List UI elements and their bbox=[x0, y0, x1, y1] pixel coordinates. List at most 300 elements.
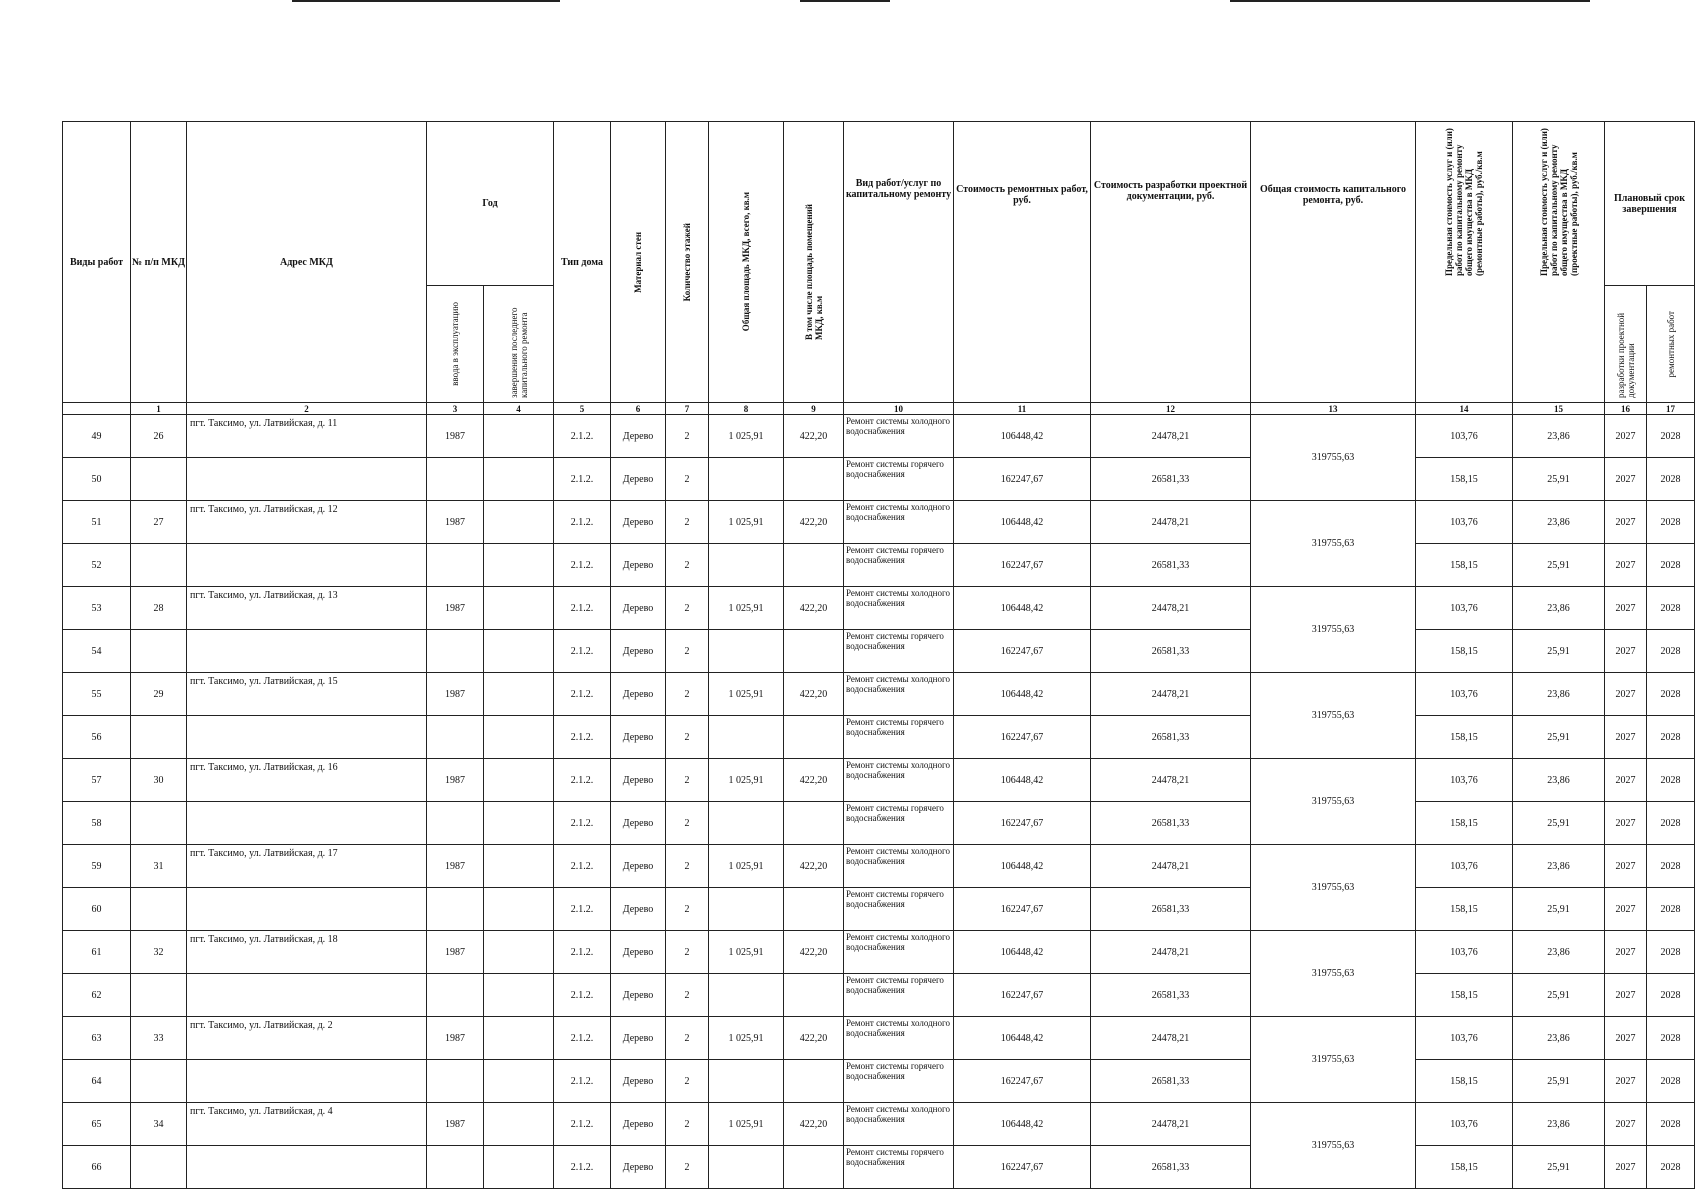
year-built: 1987 bbox=[427, 759, 484, 802]
work-type: Ремонт системы горячего водоснабжения bbox=[844, 716, 954, 759]
total-cost: 319755,63 bbox=[1251, 673, 1416, 759]
scan-edge-line bbox=[800, 0, 890, 2]
row-number: 53 bbox=[63, 587, 131, 630]
wall-material: Дерево bbox=[611, 673, 666, 716]
work-type: Ремонт системы холодного водоснабжения bbox=[844, 673, 954, 716]
term-project: 2027 bbox=[1605, 1146, 1647, 1189]
room-area bbox=[784, 630, 844, 673]
work-type: Ремонт системы горячего водоснабжения bbox=[844, 630, 954, 673]
repair-cost: 106448,42 bbox=[954, 1017, 1091, 1060]
floors: 2 bbox=[666, 888, 709, 931]
total-area bbox=[709, 458, 784, 501]
work-type: Ремонт системы горячего водоснабжения bbox=[844, 458, 954, 501]
row-number: 63 bbox=[63, 1017, 131, 1060]
repair-cost: 106448,42 bbox=[954, 673, 1091, 716]
column-number: 17 bbox=[1647, 403, 1695, 415]
project-cost: 24478,21 bbox=[1091, 1103, 1251, 1146]
header-row bbox=[63, 122, 1695, 286]
year-built bbox=[427, 1060, 484, 1103]
repair-cost: 106448,42 bbox=[954, 1103, 1091, 1146]
house-type: 2.1.2. bbox=[554, 673, 611, 716]
wall-material: Дерево bbox=[611, 888, 666, 931]
work-type: Ремонт системы холодного водоснабжения bbox=[844, 845, 954, 888]
house-type: 2.1.2. bbox=[554, 501, 611, 544]
mkd-number bbox=[131, 974, 187, 1017]
address bbox=[187, 716, 427, 759]
header-vid-rabot: Виды работ bbox=[63, 122, 131, 403]
table-row bbox=[63, 802, 1695, 845]
room-area bbox=[784, 974, 844, 1017]
row-number: 65 bbox=[63, 1103, 131, 1146]
row-number: 56 bbox=[63, 716, 131, 759]
year-last-repair bbox=[484, 630, 554, 673]
row-number: 52 bbox=[63, 544, 131, 587]
mkd-number: 32 bbox=[131, 931, 187, 974]
limit-repair: 103,76 bbox=[1416, 845, 1513, 888]
work-type: Ремонт системы холодного водоснабжения bbox=[844, 1103, 954, 1146]
year-built bbox=[427, 630, 484, 673]
term-project: 2027 bbox=[1605, 888, 1647, 931]
column-number: 11 bbox=[954, 403, 1091, 415]
row-number: 54 bbox=[63, 630, 131, 673]
work-type: Ремонт системы холодного водоснабжения bbox=[844, 759, 954, 802]
limit-project: 23,86 bbox=[1513, 1017, 1605, 1060]
column-number: 1 bbox=[131, 403, 187, 415]
total-area bbox=[709, 630, 784, 673]
limit-project: 23,86 bbox=[1513, 501, 1605, 544]
work-type: Ремонт системы холодного водоснабжения bbox=[844, 1017, 954, 1060]
project-cost: 26581,33 bbox=[1091, 1146, 1251, 1189]
scan-edge-line bbox=[292, 0, 560, 2]
work-type: Ремонт системы горячего водоснабжения bbox=[844, 1146, 954, 1189]
mkd-number: 34 bbox=[131, 1103, 187, 1146]
house-type: 2.1.2. bbox=[554, 587, 611, 630]
project-cost: 26581,33 bbox=[1091, 974, 1251, 1017]
address: пгт. Таксимо, ул. Латвийская, д. 4 bbox=[187, 1103, 427, 1146]
header-year: Год bbox=[427, 122, 554, 286]
wall-material: Дерево bbox=[611, 630, 666, 673]
total-area: 1 025,91 bbox=[709, 845, 784, 888]
year-last-repair bbox=[484, 1103, 554, 1146]
row-number: 51 bbox=[63, 501, 131, 544]
mkd-number: 26 bbox=[131, 415, 187, 458]
total-cost: 319755,63 bbox=[1251, 1017, 1416, 1103]
address: пгт. Таксимо, ул. Латвийская, д. 18 bbox=[187, 931, 427, 974]
total-cost: 319755,63 bbox=[1251, 931, 1416, 1017]
wall-material: Дерево bbox=[611, 716, 666, 759]
header-address: Адрес МКД bbox=[187, 122, 427, 403]
header-house-type: Тип дома bbox=[554, 122, 611, 403]
total-area bbox=[709, 1146, 784, 1189]
header-repair-cost: Стоимость ремонтных работ, руб. bbox=[954, 122, 1091, 403]
limit-project: 23,86 bbox=[1513, 759, 1605, 802]
total-cost: 319755,63 bbox=[1251, 845, 1416, 931]
limit-project: 25,91 bbox=[1513, 716, 1605, 759]
year-last-repair bbox=[484, 458, 554, 501]
mkd-number bbox=[131, 544, 187, 587]
total-area: 1 025,91 bbox=[709, 931, 784, 974]
row-number: 50 bbox=[63, 458, 131, 501]
header-total-area: Общая площадь МКД, всего, кв.м bbox=[709, 122, 784, 403]
limit-repair: 158,15 bbox=[1416, 1146, 1513, 1189]
floors: 2 bbox=[666, 931, 709, 974]
term-repair: 2028 bbox=[1647, 1017, 1695, 1060]
year-built: 1987 bbox=[427, 1017, 484, 1060]
year-built bbox=[427, 888, 484, 931]
address bbox=[187, 1146, 427, 1189]
limit-project: 25,91 bbox=[1513, 544, 1605, 587]
row-number: 60 bbox=[63, 888, 131, 931]
column-number: 8 bbox=[709, 403, 784, 415]
column-number-row bbox=[63, 403, 1695, 415]
column-number: 15 bbox=[1513, 403, 1605, 415]
total-area: 1 025,91 bbox=[709, 1103, 784, 1146]
year-last-repair bbox=[484, 888, 554, 931]
table-row bbox=[63, 458, 1695, 501]
subheader-commissioning: ввода в эксплуатацию bbox=[427, 286, 484, 403]
column-number: 14 bbox=[1416, 403, 1513, 415]
limit-repair: 103,76 bbox=[1416, 1017, 1513, 1060]
term-repair: 2028 bbox=[1647, 587, 1695, 630]
project-cost: 26581,33 bbox=[1091, 544, 1251, 587]
term-project: 2027 bbox=[1605, 673, 1647, 716]
work-type: Ремонт системы горячего водоснабжения bbox=[844, 974, 954, 1017]
column-number: 2 bbox=[187, 403, 427, 415]
floors: 2 bbox=[666, 1103, 709, 1146]
capital-repair-table bbox=[62, 121, 1695, 1189]
column-number: 13 bbox=[1251, 403, 1416, 415]
address: пгт. Таксимо, ул. Латвийская, д. 2 bbox=[187, 1017, 427, 1060]
mkd-number: 27 bbox=[131, 501, 187, 544]
term-project: 2027 bbox=[1605, 458, 1647, 501]
wall-material: Дерево bbox=[611, 501, 666, 544]
house-type: 2.1.2. bbox=[554, 630, 611, 673]
wall-material: Дерево bbox=[611, 802, 666, 845]
total-area: 1 025,91 bbox=[709, 415, 784, 458]
limit-repair: 158,15 bbox=[1416, 630, 1513, 673]
repair-cost: 106448,42 bbox=[954, 501, 1091, 544]
total-area: 1 025,91 bbox=[709, 759, 784, 802]
work-type: Ремонт системы холодного водоснабжения bbox=[844, 501, 954, 544]
project-cost: 26581,33 bbox=[1091, 888, 1251, 931]
limit-project: 23,86 bbox=[1513, 845, 1605, 888]
limit-project: 25,91 bbox=[1513, 888, 1605, 931]
project-cost: 24478,21 bbox=[1091, 673, 1251, 716]
term-project: 2027 bbox=[1605, 931, 1647, 974]
total-area: 1 025,91 bbox=[709, 587, 784, 630]
floors: 2 bbox=[666, 1017, 709, 1060]
table-row bbox=[63, 415, 1695, 458]
mkd-number: 31 bbox=[131, 845, 187, 888]
year-built: 1987 bbox=[427, 673, 484, 716]
total-area bbox=[709, 544, 784, 587]
term-repair: 2028 bbox=[1647, 673, 1695, 716]
limit-repair: 103,76 bbox=[1416, 931, 1513, 974]
wall-material: Дерево bbox=[611, 759, 666, 802]
column-number: 3 bbox=[427, 403, 484, 415]
year-last-repair bbox=[484, 1060, 554, 1103]
project-cost: 26581,33 bbox=[1091, 1060, 1251, 1103]
room-area bbox=[784, 1060, 844, 1103]
house-type: 2.1.2. bbox=[554, 759, 611, 802]
column-number: 9 bbox=[784, 403, 844, 415]
address bbox=[187, 888, 427, 931]
year-last-repair bbox=[484, 931, 554, 974]
project-cost: 24478,21 bbox=[1091, 415, 1251, 458]
room-area: 422,20 bbox=[784, 415, 844, 458]
mkd-number: 30 bbox=[131, 759, 187, 802]
total-cost: 319755,63 bbox=[1251, 415, 1416, 501]
term-project: 2027 bbox=[1605, 1060, 1647, 1103]
table-row bbox=[63, 501, 1695, 544]
work-type: Ремонт системы горячего водоснабжения bbox=[844, 544, 954, 587]
room-area: 422,20 bbox=[784, 587, 844, 630]
limit-project: 23,86 bbox=[1513, 415, 1605, 458]
address bbox=[187, 974, 427, 1017]
year-built: 1987 bbox=[427, 415, 484, 458]
column-number: 10 bbox=[844, 403, 954, 415]
mkd-number: 33 bbox=[131, 1017, 187, 1060]
work-type: Ремонт системы горячего водоснабжения bbox=[844, 888, 954, 931]
total-area bbox=[709, 888, 784, 931]
term-repair: 2028 bbox=[1647, 931, 1695, 974]
limit-project: 25,91 bbox=[1513, 974, 1605, 1017]
year-last-repair bbox=[484, 544, 554, 587]
term-repair: 2028 bbox=[1647, 1060, 1695, 1103]
house-type: 2.1.2. bbox=[554, 802, 611, 845]
term-project: 2027 bbox=[1605, 974, 1647, 1017]
total-area: 1 025,91 bbox=[709, 501, 784, 544]
limit-repair: 158,15 bbox=[1416, 974, 1513, 1017]
limit-project: 23,86 bbox=[1513, 673, 1605, 716]
header-total-cost: Общая стоимость капитального ремонта, руб. bbox=[1251, 122, 1416, 403]
term-repair: 2028 bbox=[1647, 415, 1695, 458]
floors: 2 bbox=[666, 673, 709, 716]
limit-project: 25,91 bbox=[1513, 1060, 1605, 1103]
project-cost: 24478,21 bbox=[1091, 501, 1251, 544]
term-project: 2027 bbox=[1605, 802, 1647, 845]
limit-project: 25,91 bbox=[1513, 1146, 1605, 1189]
work-type: Ремонт системы горячего водоснабжения bbox=[844, 1060, 954, 1103]
row-number: 59 bbox=[63, 845, 131, 888]
term-repair: 2028 bbox=[1647, 888, 1695, 931]
repair-cost: 162247,67 bbox=[954, 802, 1091, 845]
limit-project: 25,91 bbox=[1513, 630, 1605, 673]
subheader-last-repair: завершения последнего капитального ремонта bbox=[484, 286, 554, 403]
header-project-cost: Стоимость разработки проектной документации, руб. bbox=[1091, 122, 1251, 403]
table-row bbox=[63, 845, 1695, 888]
term-repair: 2028 bbox=[1647, 544, 1695, 587]
row-number: 61 bbox=[63, 931, 131, 974]
work-type: Ремонт системы холодного водоснабжения bbox=[844, 415, 954, 458]
floors: 2 bbox=[666, 587, 709, 630]
term-repair: 2028 bbox=[1647, 845, 1695, 888]
year-last-repair bbox=[484, 501, 554, 544]
term-project: 2027 bbox=[1605, 1017, 1647, 1060]
year-last-repair bbox=[484, 587, 554, 630]
table-row bbox=[63, 587, 1695, 630]
table-row bbox=[63, 544, 1695, 587]
repair-cost: 106448,42 bbox=[954, 415, 1091, 458]
work-type: Ремонт системы холодного водоснабжения bbox=[844, 931, 954, 974]
row-number: 57 bbox=[63, 759, 131, 802]
table-row bbox=[63, 673, 1695, 716]
address: пгт. Таксимо, ул. Латвийская, д. 12 bbox=[187, 501, 427, 544]
term-repair: 2028 bbox=[1647, 458, 1695, 501]
year-built: 1987 bbox=[427, 587, 484, 630]
repair-cost: 106448,42 bbox=[954, 759, 1091, 802]
room-area bbox=[784, 1146, 844, 1189]
wall-material: Дерево bbox=[611, 974, 666, 1017]
term-project: 2027 bbox=[1605, 759, 1647, 802]
repair-cost: 162247,67 bbox=[954, 544, 1091, 587]
total-area bbox=[709, 1060, 784, 1103]
subheader-repair-works: ремонтных работ bbox=[1647, 286, 1695, 403]
table-row bbox=[63, 1103, 1695, 1146]
year-last-repair bbox=[484, 974, 554, 1017]
column-number: 5 bbox=[554, 403, 611, 415]
project-cost: 24478,21 bbox=[1091, 759, 1251, 802]
wall-material: Дерево bbox=[611, 1017, 666, 1060]
year-built bbox=[427, 458, 484, 501]
term-repair: 2028 bbox=[1647, 759, 1695, 802]
term-project: 2027 bbox=[1605, 630, 1647, 673]
mkd-number bbox=[131, 802, 187, 845]
limit-project: 23,86 bbox=[1513, 1103, 1605, 1146]
row-number: 55 bbox=[63, 673, 131, 716]
limit-project: 25,91 bbox=[1513, 802, 1605, 845]
term-project: 2027 bbox=[1605, 415, 1647, 458]
row-number: 66 bbox=[63, 1146, 131, 1189]
header-nomer-mkd: № п/п МКД bbox=[131, 122, 187, 403]
table-row bbox=[63, 716, 1695, 759]
floors: 2 bbox=[666, 501, 709, 544]
table-row bbox=[63, 1060, 1695, 1103]
table-row bbox=[63, 759, 1695, 802]
floors: 2 bbox=[666, 802, 709, 845]
address: пгт. Таксимо, ул. Латвийская, д. 15 bbox=[187, 673, 427, 716]
total-area: 1 025,91 bbox=[709, 673, 784, 716]
year-built: 1987 bbox=[427, 501, 484, 544]
wall-material: Дерево bbox=[611, 1060, 666, 1103]
total-cost: 319755,63 bbox=[1251, 587, 1416, 673]
floors: 2 bbox=[666, 759, 709, 802]
floors: 2 bbox=[666, 415, 709, 458]
total-area: 1 025,91 bbox=[709, 1017, 784, 1060]
house-type: 2.1.2. bbox=[554, 974, 611, 1017]
wall-material: Дерево bbox=[611, 544, 666, 587]
house-type: 2.1.2. bbox=[554, 931, 611, 974]
work-type: Ремонт системы горячего водоснабжения bbox=[844, 802, 954, 845]
table-row bbox=[63, 630, 1695, 673]
term-project: 2027 bbox=[1605, 716, 1647, 759]
year-last-repair bbox=[484, 802, 554, 845]
header-floors: Количество этажей bbox=[666, 122, 709, 403]
year-last-repair bbox=[484, 673, 554, 716]
repair-cost: 106448,42 bbox=[954, 845, 1091, 888]
mkd-number bbox=[131, 1146, 187, 1189]
project-cost: 24478,21 bbox=[1091, 587, 1251, 630]
address: пгт. Таксимо, ул. Латвийская, д. 16 bbox=[187, 759, 427, 802]
wall-material: Дерево bbox=[611, 931, 666, 974]
limit-repair: 103,76 bbox=[1416, 501, 1513, 544]
year-built bbox=[427, 974, 484, 1017]
term-repair: 2028 bbox=[1647, 630, 1695, 673]
row-number: 64 bbox=[63, 1060, 131, 1103]
project-cost: 24478,21 bbox=[1091, 1017, 1251, 1060]
total-cost: 319755,63 bbox=[1251, 501, 1416, 587]
scan-edge-line bbox=[1230, 0, 1590, 2]
room-area: 422,20 bbox=[784, 673, 844, 716]
room-area: 422,20 bbox=[784, 759, 844, 802]
floors: 2 bbox=[666, 974, 709, 1017]
mkd-number: 28 bbox=[131, 587, 187, 630]
repair-cost: 162247,67 bbox=[954, 716, 1091, 759]
address: пгт. Таксимо, ул. Латвийская, д. 17 bbox=[187, 845, 427, 888]
house-type: 2.1.2. bbox=[554, 845, 611, 888]
repair-cost: 162247,67 bbox=[954, 974, 1091, 1017]
column-number: 7 bbox=[666, 403, 709, 415]
room-area: 422,20 bbox=[784, 931, 844, 974]
total-area bbox=[709, 716, 784, 759]
column-number bbox=[63, 403, 131, 415]
address bbox=[187, 802, 427, 845]
term-repair: 2028 bbox=[1647, 802, 1695, 845]
house-type: 2.1.2. bbox=[554, 716, 611, 759]
year-built: 1987 bbox=[427, 1103, 484, 1146]
column-number: 16 bbox=[1605, 403, 1647, 415]
column-number: 12 bbox=[1091, 403, 1251, 415]
floors: 2 bbox=[666, 1146, 709, 1189]
term-repair: 2028 bbox=[1647, 716, 1695, 759]
limit-repair: 158,15 bbox=[1416, 458, 1513, 501]
column-number: 4 bbox=[484, 403, 554, 415]
term-project: 2027 bbox=[1605, 501, 1647, 544]
floors: 2 bbox=[666, 1060, 709, 1103]
year-last-repair bbox=[484, 759, 554, 802]
table-row bbox=[63, 974, 1695, 1017]
room-area: 422,20 bbox=[784, 1017, 844, 1060]
room-area bbox=[784, 544, 844, 587]
header-wall-material: Материал стен bbox=[611, 122, 666, 403]
mkd-number: 29 bbox=[131, 673, 187, 716]
term-repair: 2028 bbox=[1647, 501, 1695, 544]
project-cost: 26581,33 bbox=[1091, 802, 1251, 845]
project-cost: 24478,21 bbox=[1091, 845, 1251, 888]
year-last-repair bbox=[484, 1146, 554, 1189]
floors: 2 bbox=[666, 544, 709, 587]
row-number: 49 bbox=[63, 415, 131, 458]
limit-repair: 158,15 bbox=[1416, 544, 1513, 587]
total-cost: 319755,63 bbox=[1251, 759, 1416, 845]
project-cost: 26581,33 bbox=[1091, 630, 1251, 673]
mkd-number bbox=[131, 630, 187, 673]
year-last-repair bbox=[484, 716, 554, 759]
limit-repair: 158,15 bbox=[1416, 802, 1513, 845]
term-repair: 2028 bbox=[1647, 974, 1695, 1017]
total-area bbox=[709, 802, 784, 845]
year-last-repair bbox=[484, 845, 554, 888]
limit-repair: 103,76 bbox=[1416, 673, 1513, 716]
project-cost: 24478,21 bbox=[1091, 931, 1251, 974]
house-type: 2.1.2. bbox=[554, 544, 611, 587]
limit-project: 23,86 bbox=[1513, 931, 1605, 974]
floors: 2 bbox=[666, 630, 709, 673]
address: пгт. Таксимо, ул. Латвийская, д. 11 bbox=[187, 415, 427, 458]
year-built: 1987 bbox=[427, 931, 484, 974]
header-limit-project: Предельная стоимость услуг и (или) работ по капитальному ремонту общего имущества в МКД (проектные работы), руб./кв.м bbox=[1513, 122, 1605, 403]
floors: 2 bbox=[666, 716, 709, 759]
